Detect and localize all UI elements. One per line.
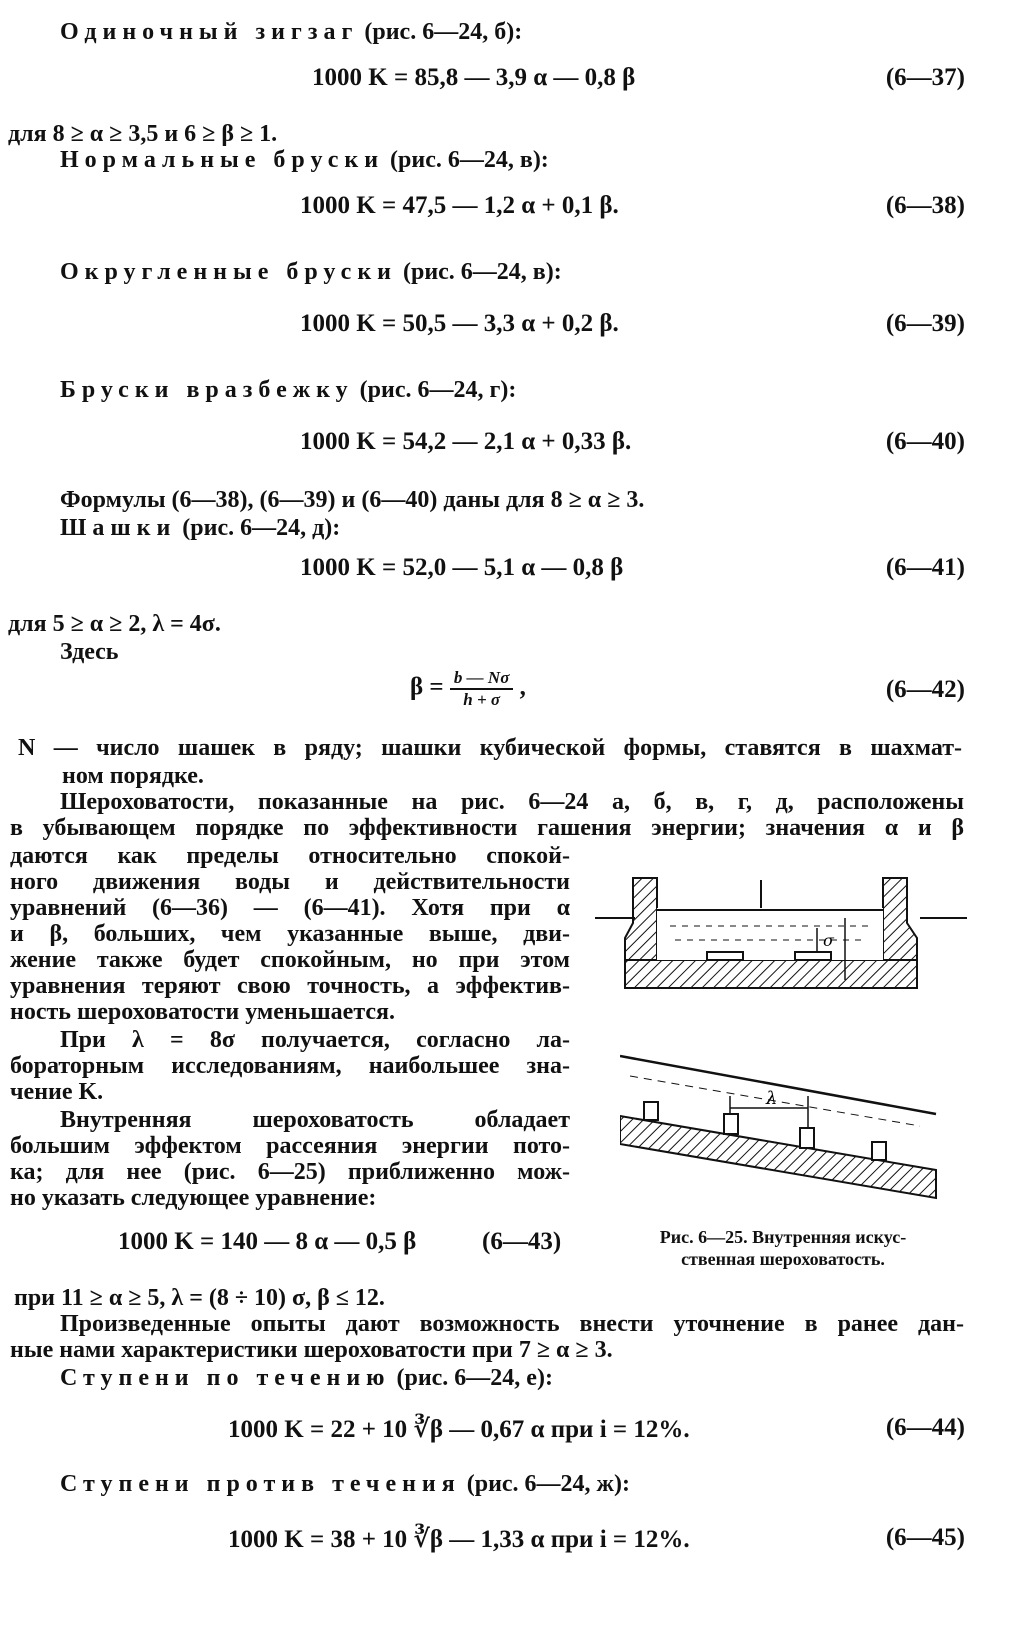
- here-word: Здесь: [60, 639, 119, 665]
- formula: 1000 K = 50,5 — 3,3 α + 0,2 β.: [300, 310, 619, 337]
- paragraph-line: большим эффектом рассеяния энергии пото-: [10, 1133, 570, 1159]
- figure-reference: (рис. 6—24, г):: [359, 377, 517, 403]
- equation-number: (6—39): [885, 310, 965, 337]
- heading-title: Ступени против течения: [60, 1471, 461, 1497]
- formula: 1000 K = 22 + 10 ∛β — 0,67 α при i = 12%.: [228, 1416, 690, 1443]
- paragraph-line: ные нами характеристики шероховатости при 7 ≥ α ≥ 3.: [10, 1337, 613, 1363]
- paragraph-line: Внутренняя шероховатость обладает: [60, 1107, 570, 1133]
- heading-title: Бруски вразбежку: [60, 377, 354, 403]
- formula: 1000 K = 85,8 — 3,9 α — 0,8 β: [312, 64, 636, 91]
- formula: 1000 K = 52,0 — 5,1 α — 0,8 β: [300, 554, 624, 581]
- paragraph-line: ного движения воды и действительности: [10, 869, 570, 895]
- section-heading: [60, 514, 340, 542]
- paragraph-line: даются как пределы относительно спокой-: [10, 843, 570, 869]
- paragraph-line: ка; для нее (рис. 6—25) приближенно мож-: [10, 1159, 570, 1185]
- figure-reference: (рис. 6—24, ж):: [466, 1471, 630, 1497]
- condition: для 8 ≥ α ≥ 3,5 и 6 ≥ β ≥ 1.: [8, 121, 278, 147]
- beta-formula: [410, 668, 526, 710]
- formula: 1000 K = 140 — 8 α — 0,5 β: [118, 1228, 417, 1255]
- paragraph-line: ном порядке.: [62, 763, 204, 789]
- paragraph-line: уравнений (6—36) — (6—41). Хотя при α: [10, 895, 570, 921]
- heading-title: Нормальные бруски: [60, 147, 385, 173]
- equation-number: (6—45): [885, 1524, 965, 1551]
- figure-reference: (рис. 6—24, д):: [182, 515, 341, 541]
- figure-caption: [598, 1226, 968, 1270]
- sigma-label: σ: [823, 931, 834, 950]
- figure-reference: (рис. 6—24, е):: [396, 1365, 553, 1391]
- section-heading: [60, 258, 562, 286]
- equation-number: (6—37): [885, 64, 965, 91]
- paragraph-line: Произведенные опыты дают возможность внести уточнение в ранее дан-: [60, 1311, 964, 1337]
- section-heading: [60, 376, 516, 404]
- heading-title: Одиночный зигзаг: [60, 19, 359, 45]
- equation-number: (6—44): [885, 1414, 965, 1441]
- equation-number: (6—40): [885, 428, 965, 455]
- internal-roughness-figure: [620, 1052, 940, 1200]
- caption-line: Рис. 6—25. Внутренняя искус-: [659, 1227, 907, 1247]
- paragraph-line: но указать следующее уравнение:: [10, 1185, 377, 1211]
- formula: 1000 K = 47,5 — 1,2 α + 0,1 β.: [300, 192, 619, 219]
- heading-title: Округленные бруски: [60, 259, 397, 285]
- heading-title: Шашки: [60, 515, 177, 541]
- section-heading: [60, 1470, 630, 1498]
- formula: 1000 K = 38 + 10 ∛β — 1,33 α при i = 12%.: [228, 1526, 690, 1553]
- fraction-denominator: h + σ: [463, 690, 501, 709]
- section-heading: [60, 146, 549, 174]
- paragraph-line: При λ = 8σ получается, согласно ла-: [60, 1027, 570, 1053]
- figure-reference: (рис. 6—24, б):: [364, 19, 523, 45]
- paragraph-line: чение K.: [10, 1079, 104, 1105]
- beta-lhs: β =: [410, 673, 444, 701]
- condition: при 11 ≥ α ≥ 5, λ = (8 ÷ 10) σ, β ≤ 12.: [14, 1285, 385, 1311]
- section-heading: [60, 1364, 553, 1392]
- channel-cross-section-figure: [595, 868, 967, 998]
- paragraph-line: в убывающем порядке по эффективности гашения энергии; значения α и β: [10, 815, 964, 841]
- paragraph-line: и β, больших, чем указанные выше, дви-: [10, 921, 570, 947]
- equation-number: (6—41): [885, 554, 965, 581]
- section-heading: [60, 18, 522, 46]
- paragraph-line: уравнения теряют свою точность, а эффектив-: [10, 973, 570, 999]
- equation-number: (6—38): [885, 192, 965, 219]
- figure-reference: (рис. 6—24, в):: [390, 147, 549, 173]
- paragraph-line: N — число шашек в ряду; шашки кубической формы, ставятся в шахмат-: [18, 735, 962, 761]
- lambda-label: λ: [766, 1088, 778, 1109]
- note: Формулы (6—38), (6—39) и (6—40) даны для 8 ≥ α ≥ 3.: [60, 487, 645, 513]
- equation-number: (6—42): [885, 676, 965, 703]
- heading-title: Ступени по течению: [60, 1365, 391, 1391]
- fraction-numerator: b — Nσ: [450, 668, 513, 690]
- condition: для 5 ≥ α ≥ 2, λ = 4σ.: [8, 611, 221, 637]
- caption-line: ственная шероховатость.: [681, 1249, 885, 1269]
- paragraph-line: жение также будет спокойным, но при этом: [10, 947, 570, 973]
- formula: 1000 K = 54,2 — 2,1 α + 0,33 β.: [300, 428, 632, 455]
- comma: ,: [519, 673, 526, 701]
- equation-number: (6—43): [482, 1228, 562, 1255]
- paragraph-line: ность шероховатости уменьшается.: [10, 999, 396, 1025]
- fraction: [450, 668, 513, 710]
- figure-reference: (рис. 6—24, в):: [402, 259, 562, 285]
- paragraph-line: Шероховатости, показанные на рис. 6—24 а, б, в, г, д, расположены: [60, 789, 964, 815]
- paragraph-line: бораторным исследованиям, наибольшее зна-: [10, 1053, 570, 1079]
